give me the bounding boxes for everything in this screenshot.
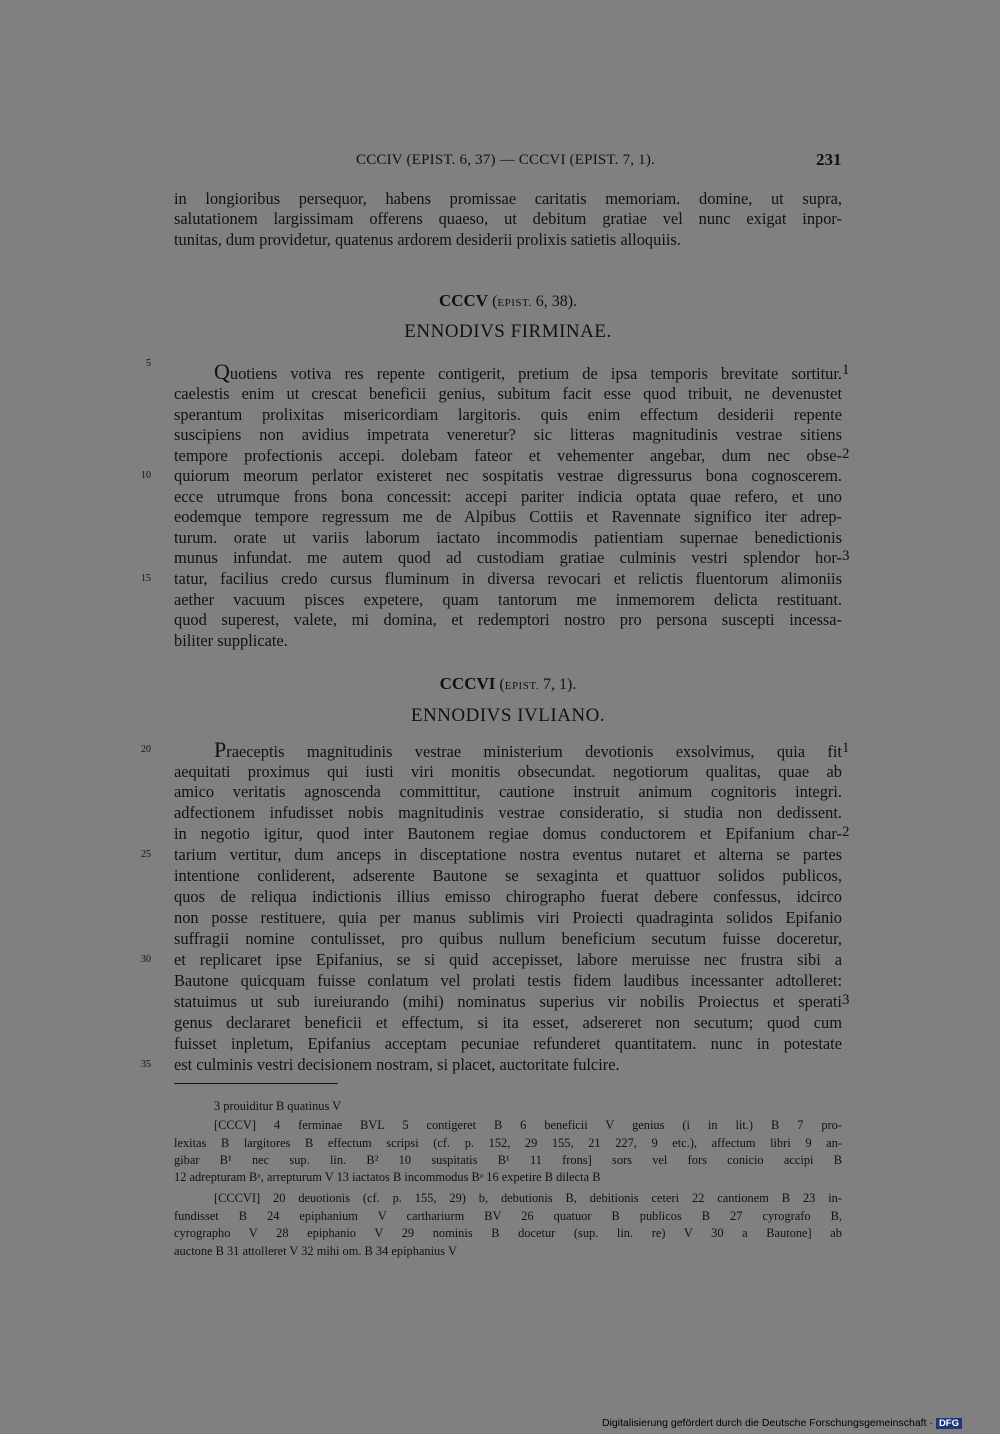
- footnote-line: [CCCV] 4 ferminae BVL 5 contigeret B 6 beneficii V genius (i in lit.) B 7 pro-: [214, 1118, 842, 1132]
- text-line: quiorum meorum perlator existeret nec sospitatis vestrae digressurus bona cognoscerem.: [174, 466, 842, 485]
- margin-number: 3: [842, 548, 850, 564]
- footnote-rule: [174, 1083, 338, 1084]
- intro-line: tunitas, dum providetur, quatenus ardorem desiderii prolixis satietis alloquiis.: [174, 230, 681, 249]
- footnote-line: [CCCVI] 20 deuotionis (cf. p. 155, 29) b, debutionis B, debitionis ceteri 22 cantionem B 23 in-: [214, 1191, 842, 1205]
- section-ref-epist: EPIST.: [497, 297, 532, 309]
- footnote-line: lexitas B largitores B effectum scripsi (cf. p. 152, 29 155, 21 227, 9 etc.), affectum libri 9 an-: [174, 1136, 842, 1150]
- section-ref-rest: 6, 38).: [531, 293, 578, 310]
- letter-title: ENNODIVS FIRMINAE.: [404, 321, 612, 342]
- text-line: [214, 737, 842, 762]
- footnote-line: cyrographo V 28 epiphanio V 29 nominis B docetur (sup. lin. re) V 30 a Bautone] ab: [174, 1226, 842, 1240]
- text-line: eodemque tempore regressum me de Alpibus Cottiis et Ravennate significo iter adrep-: [174, 507, 842, 526]
- text-line: ecce utrumque frons bona concessit: accepi pariter indicia optata quae refero, et uno: [174, 487, 842, 506]
- text-line: in negotio igitur, quod inter Bautonem regiae domus conductorem et Epifanium char-: [174, 824, 842, 843]
- dfg-logo: DFG: [936, 1418, 962, 1429]
- text-line: amico veritatis agnoscenda committitur, cautione instruit animum cognitoris integri.: [174, 782, 842, 801]
- section-number: CCCVI: [439, 674, 496, 693]
- text-line: quos de reliqua indictionis illius emisso chirographo fuerat debere confessus, idcirco: [174, 887, 842, 906]
- section-number: CCCV: [438, 291, 489, 310]
- text-line-content: uotiens votiva res repente contigerit, pretium de ipsa temporis brevitate sortitur.: [229, 364, 842, 383]
- letter-title: ENNODIVS IVLIANO.: [410, 705, 606, 726]
- margin-number: 1: [842, 740, 850, 756]
- text-line: tempore profectionis accepi. dolebam fateor et vehementer angebar, dum nec obse-: [174, 446, 842, 465]
- text-line: tatur, facilius credo cursus fluminum in diversa revocari et relictis fluentorum alimoniis: [174, 569, 842, 588]
- margin-number: 1: [842, 362, 850, 378]
- section-heading: [174, 674, 842, 694]
- digitization-credit: [602, 1417, 962, 1429]
- text-line: et replicaret ipse Epifanius, se si quid accepisset, labore meruisse nec frustra sibi a: [174, 950, 842, 969]
- text-line: [214, 359, 842, 384]
- text-line: sperantum prolixitas misericordiam largitoris. quis enim effectum desiderii repente: [174, 405, 842, 424]
- text-line: adfectionem infudisset nobis magnitudinis vestrae consideratio, si studia non dedissent.: [174, 803, 842, 822]
- text-line: statuimus ut sub iureiurando (mihi) nominatus superius vir nobilis Proiectus et sperati: [174, 992, 842, 1011]
- text-line: suscipiens non avidius impetrata veneretur? sic litteras magnitudinis vestrae sitiens: [174, 425, 842, 444]
- section-ref-open: (: [492, 293, 498, 310]
- section-ref-open: (: [499, 676, 505, 693]
- line-number: 10: [141, 470, 151, 481]
- digitization-credit-text: Digitalisierung gefördert durch die Deutsche Forschungsgemeinschaft ·: [602, 1417, 933, 1429]
- text-line: aequitati proximus qui iusti viri monitis obsecundat. negotiorum qualitas, quae ab: [174, 762, 842, 781]
- page-number: 231: [816, 150, 842, 169]
- text-line: aether vacuum pisces expetere, quam tantorum me inmemorem delicta restituant.: [174, 590, 842, 609]
- text-line: tarium vertitur, dum anceps in disceptatione nostra eventus nutaret et alterna se partes: [174, 845, 842, 864]
- footnote-line: fundisset B 24 epiphanium V carthariurm BV 26 quatuor B publicos B 27 cyrografo B,: [174, 1209, 842, 1223]
- text-line: Bautone quicquam fuisse conlatum vel prolati testis fidem laudibus incessanter adtolleret:: [174, 971, 842, 990]
- footnote-line: gibar B¹ nec sup. lin. B² 10 suspitatis B¹ 11 frons] sors vel fors conicio accipi B: [174, 1153, 842, 1167]
- intro-line: salutationem largissimam offerens quaeso, ut debitum gratiae vel nunc exigat inpor-: [174, 209, 842, 228]
- text-line: biliter supplicate.: [174, 631, 288, 650]
- line-number: 35: [141, 1059, 151, 1070]
- text-line: suffragii nomine contulisset, pro quibus nullum beneficium secutum fuisse doceretur,: [174, 929, 842, 948]
- margin-number: 2: [842, 446, 850, 462]
- drop-cap: Q: [214, 359, 230, 384]
- running-header: CCCIV (EPIST. 6, 37) — CCCVI (EPIST. 7, 1).: [356, 152, 656, 168]
- text-line: quod superest, valete, mi domina, et redemptori nostro pro persona suscepti incessa-: [174, 610, 842, 629]
- line-number: 15: [141, 573, 151, 584]
- text-line: est culminis vestri decisionem nostram, si placet, auctoritate fulcire.: [174, 1055, 620, 1074]
- margin-number: 2: [842, 824, 850, 840]
- text-line: intentione conliderent, adserente Bautone se sexaginta et quattuor solidos publicos,: [174, 866, 842, 885]
- text-line: fuisset inpletum, Epifanius acceptam pecuniae refunderet quantitatem. nunc in potestate: [174, 1034, 842, 1053]
- section-heading: [174, 291, 842, 311]
- line-number: 30: [141, 954, 151, 965]
- section-ref-rest: 7, 1).: [539, 676, 577, 693]
- line-number: 5: [146, 358, 151, 369]
- footnote-line: 3 prouiditur B quatinus V: [214, 1099, 342, 1113]
- footnote-line: 12 adrepturam Bᵃ, arrepturum V 13 iactatos B incommodus Bᵃ 16 expetire B dilecta B: [174, 1170, 601, 1184]
- text-line: genus declararet beneficii et effectum, si ita esset, adsereret non secutum; quod cum: [174, 1013, 842, 1032]
- footnote-line: auctone B 31 attolleret V 32 mihi om. B 34 epiphanius V: [174, 1244, 457, 1258]
- line-number: 25: [141, 849, 151, 860]
- text-line-content: raeceptis magnitudinis vestrae ministerium devotionis exsolvimus, quia fit: [226, 742, 842, 761]
- line-number: 20: [141, 744, 151, 755]
- text-line: non posse restituere, quia per manus sublimis viri Proiecti quadraginta solidos Epifanio: [174, 908, 842, 927]
- intro-line: in longioribus persequor, habens promissae caritatis memoriam. domine, ut supra,: [174, 189, 842, 208]
- section-ref-epist: EPIST.: [504, 680, 539, 692]
- drop-cap: P: [214, 737, 227, 762]
- text-line: munus infundat. me autem quod ad custodiam gratiae culminis vestri splendor hor-: [174, 548, 842, 567]
- text-line: caelestis enim ut crescat beneficii genius, subitum facit esse quod tribuit, ne devenustet: [174, 384, 842, 403]
- text-line: turum. orate ut variis laborum iactato incommodis patientiam supernae benedictionis: [174, 528, 842, 547]
- margin-number: 3: [842, 992, 850, 1008]
